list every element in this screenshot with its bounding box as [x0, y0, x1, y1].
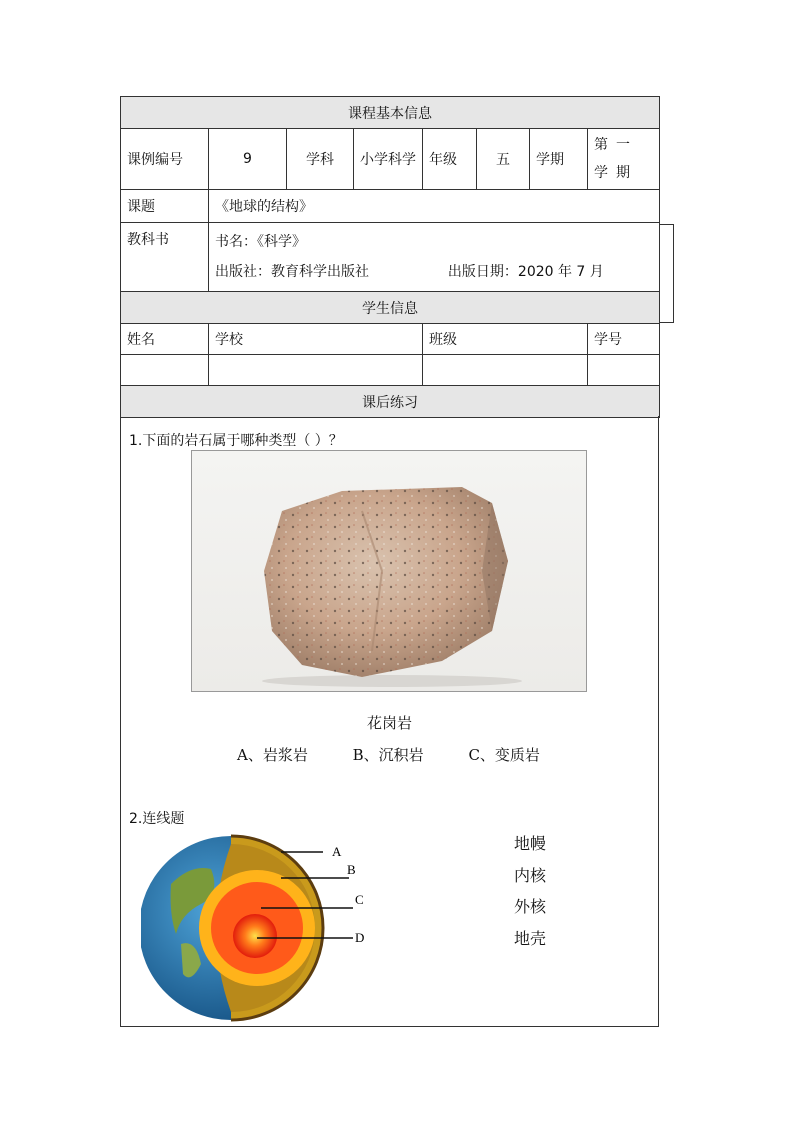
term-label: 学期 [530, 129, 588, 190]
course-header: 课程基本信息 [121, 97, 660, 129]
topic-label: 课题 [121, 190, 209, 223]
student-header: 学生信息 [121, 292, 660, 324]
match-answers [514, 828, 546, 954]
match-crust[interactable]: 地壳 [514, 928, 547, 948]
option-a[interactable]: A、岩浆岩 [237, 746, 308, 764]
student-id-input-cell[interactable] [588, 355, 660, 386]
label-c: C [355, 892, 364, 907]
grade-label: 年级 [423, 129, 477, 190]
col-school: 学校 [209, 324, 423, 355]
textbook-label: 教科书 [121, 223, 209, 292]
exercise-header: 课后练习 [121, 386, 660, 418]
case-no-value: 9 [209, 129, 287, 190]
case-no-label: 课例编号 [121, 129, 209, 190]
col-class: 班级 [423, 324, 588, 355]
book-name: 书名：《科学》 [215, 234, 306, 250]
col-student-id: 学号 [588, 324, 660, 355]
earth-structure-diagram [141, 824, 401, 1024]
label-d: D [355, 930, 365, 945]
worksheet [120, 96, 659, 1027]
publisher-and-date [215, 257, 653, 287]
topic-value: 《地球的结构》 [209, 190, 660, 223]
exercise-area [120, 416, 659, 1027]
option-b[interactable]: B、沉积岩 [352, 746, 424, 764]
name-input-cell[interactable] [121, 355, 209, 386]
info-table [120, 96, 660, 418]
class-input-cell[interactable] [423, 355, 588, 386]
publish-date: 出版日期：2020 年 7 月 [447, 264, 604, 280]
match-mantle[interactable]: 地幔 [514, 834, 547, 853]
granite-rock-image [192, 451, 586, 691]
school-input-cell[interactable] [209, 355, 423, 386]
textbook-info [209, 223, 660, 292]
subject-value: 小学科学 [354, 129, 423, 190]
subject-label: 学科 [287, 129, 354, 190]
publisher: 出版社：教育科学出版社 [215, 264, 369, 280]
answer-options [237, 744, 580, 765]
term-value: 第一学期 [588, 129, 660, 190]
granite-photo [191, 450, 587, 692]
match-outer-core[interactable]: 外核 [514, 897, 547, 916]
rock-caption: 花岗岩 [366, 714, 412, 732]
question-1: 1.下面的岩石属于哪种类型（ ）？ [129, 433, 343, 449]
col-name: 姓名 [121, 324, 209, 355]
match-inner-core[interactable]: 内核 [514, 865, 547, 885]
option-c[interactable]: C、变质岩 [468, 746, 540, 764]
label-b: B [347, 862, 356, 877]
table-side-frame [659, 224, 674, 323]
label-a: A [332, 844, 342, 859]
question-2: 2.连线题 [129, 811, 185, 827]
inner-core-layer [233, 914, 277, 958]
grade-value: 五 [477, 129, 530, 190]
